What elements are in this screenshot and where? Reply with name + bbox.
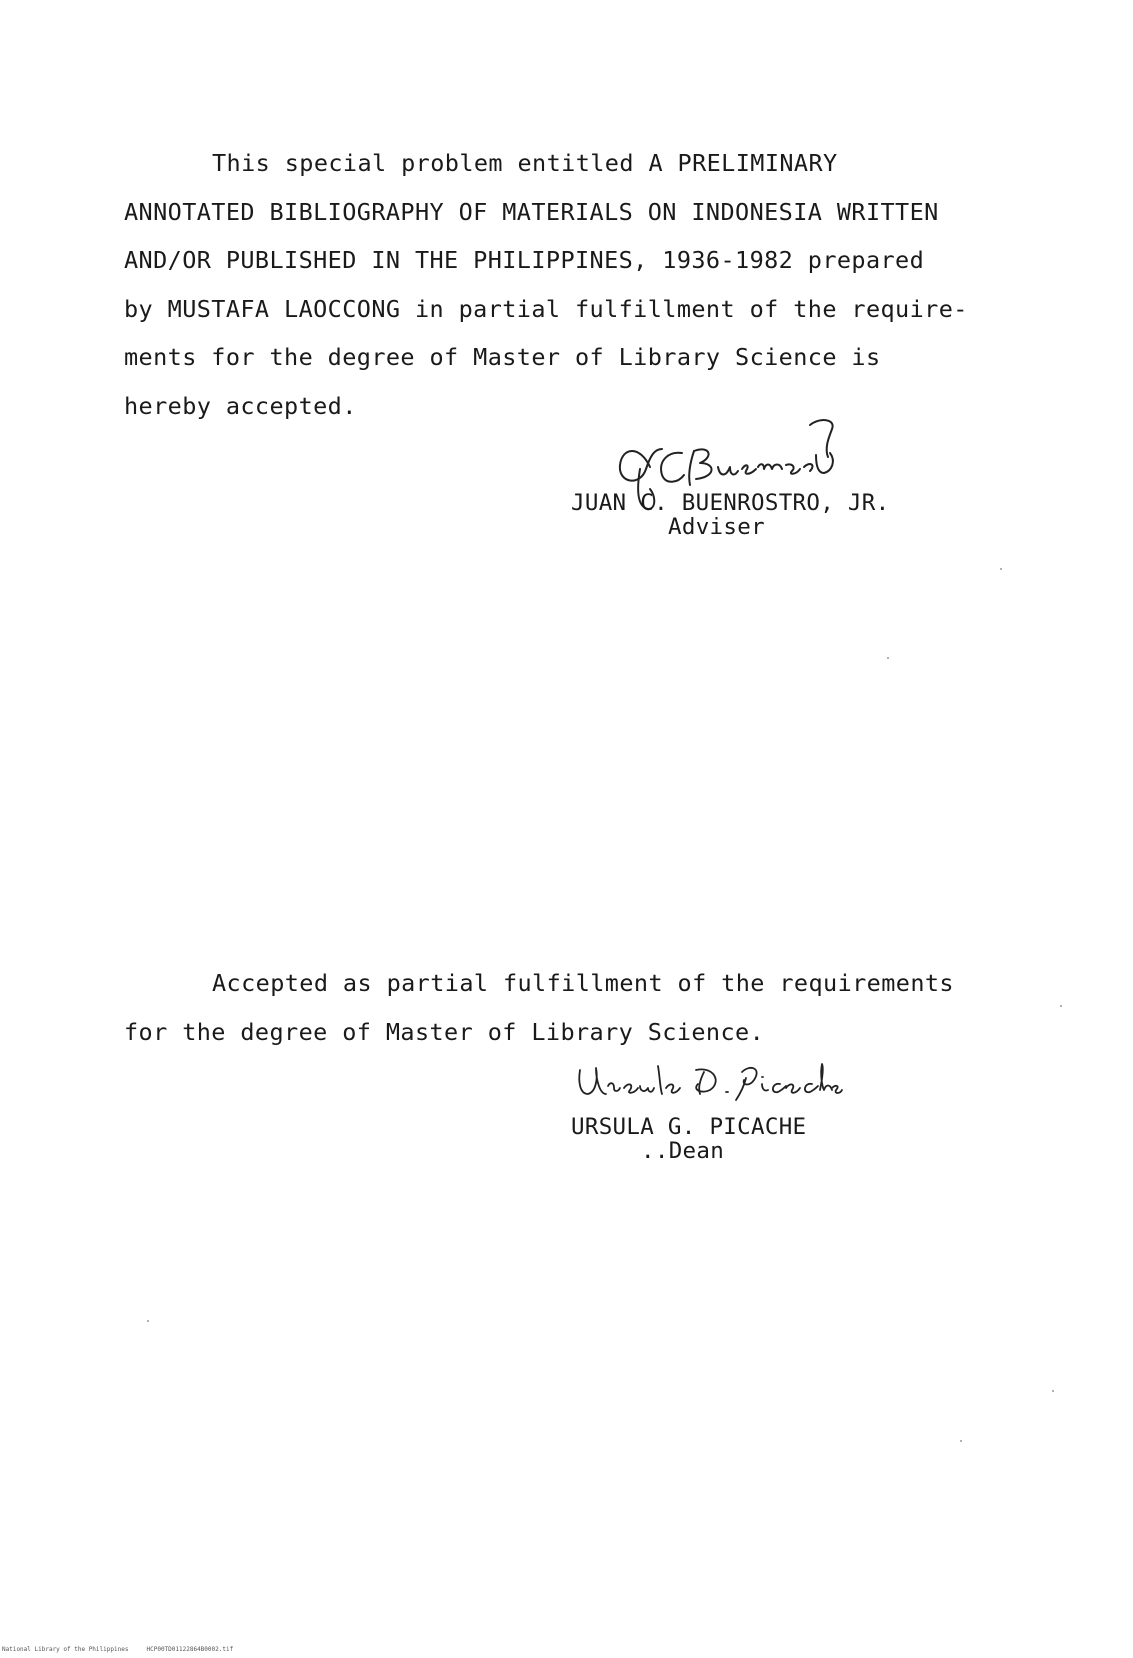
dean-role: ..Dean [641,1138,725,1164]
dean-name: URSULA G. PICACHE [571,1114,807,1140]
scan-speck [1052,1390,1054,1392]
dean-signature [574,1060,844,1110]
scan-speck [1060,1005,1062,1007]
acceptance-line: for the degree of Master of Library Science. [124,1018,765,1046]
certification-line: ments for the degree of Master of Library Science is [124,343,881,371]
adviser-name: JUAN C. BUENROSTRO, JR. [571,490,890,516]
scan-speck [147,1320,149,1322]
scan-footer-label: National Library of the Philippines HCP00TD01122864B0002.tif [2,1646,234,1653]
scan-speck [1000,568,1002,570]
adviser-role: Adviser [668,514,765,540]
certification-line: by MUSTAFA LAOCCONG in partial fulfillment of the require- [124,295,968,323]
scan-speck [960,1440,962,1442]
scan-speck [887,657,889,659]
certification-line: This special problem entitled A PRELIMINARY [212,149,838,177]
certification-line: ANNOTATED BIBLIOGRAPHY OF MATERIALS ON INDONESIA WRITTEN [124,198,939,226]
certification-line: hereby accepted. [124,392,357,420]
certification-line: AND/OR PUBLISHED IN THE PHILIPPINES, 1936-1982 prepared [124,246,925,274]
acceptance-line: Accepted as partial fulfillment of the requirements [212,969,954,997]
